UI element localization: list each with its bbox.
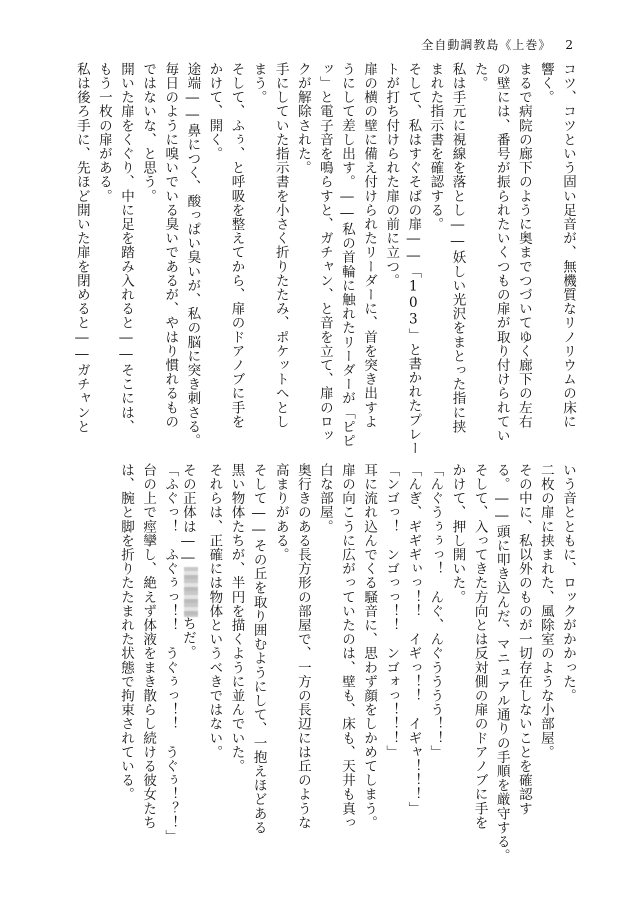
text-column: 私は手元に視線を落とし――妖しい光沢をまとった指に挟 [449,62,466,434]
text-column: 高まりがある。 [272,463,289,562]
text-column: かけて、押し開いた。 [449,463,466,604]
text-column: 「ンゴっ！ ンゴっっ！！ ンゴォっ！！！」 [383,463,400,760]
text-column: そして、入ってきた方向とは反対側の扉のドアノブに手を [471,463,488,830]
text-column: トが打ち付けられた扉の前に立つ。 [383,62,400,288]
text-column: 開いた扉をくぐり、中に足を踏み入れると――そこには、 [118,62,134,434]
text-column: 「んぐうぅぅっ！ んぐ、んぐうううう！！」 [427,463,444,760]
text-column: その正体は――ちだ。 [180,463,198,848]
text-column: 途端――鼻につく、酸っぱい臭いが、私の脳に突き刺さる。 [184,62,201,448]
text-column: 手にしていた指示書を小さく折りたたみ、ポケットへとし [272,62,289,429]
text-column: 私は後ろ手に、先ほど開いた扉を閉めると――ガチャンと [73,62,90,434]
text-column: いう音とともに、ロックがかかった。 [560,463,576,703]
text-column: 「んぎ、ギギギぃっ！！ イギっ！！ イギャ！！！」 [405,463,422,816]
text-column: その中に、私以外のものが一切存在しないことを確認す [515,463,532,816]
text-column: それらは、正確には物体というべきではない。 [206,463,223,760]
text-column: 扉の向こうに広がっていたのは、壁も、床も、天井も真っ [339,463,355,830]
censored-block [184,567,198,617]
text-column: うにして差し出す。――私の首輪に触れたリーダーが「ピピ [339,62,355,448]
text-column: は、腕と脚を折りたたまれた状態で拘束されている。 [118,463,134,802]
text-column: 奥行きのある長方形の部屋で、一方の長辺には丘のような [294,463,311,830]
book-title: 全自動調教島《上巻》 [421,38,552,52]
text-column: コツ、コツという固い足音が、無機質なリノリウムの床に [560,62,576,429]
text-column: る。――頭に叩き込んだ、マニュアル通りの手順を厳守する。 [493,463,510,863]
text-column: もう一枚の扉がある。 [95,62,112,203]
text-column: 白な部屋。 [316,463,333,534]
text-column: クが解除された。 [294,62,311,175]
text-column: 「ふぐっ！ ふぐぅっ！！ うぐぅっ！！ うぐぅ！？！」 [162,463,179,844]
text-column: 耳に流れ込んでくる騒音に、思わず顔をしかめてしまう。 [361,463,378,830]
text-column: まるで病院の廊下のように奥までつづいてゆく廊下の左右 [515,62,532,429]
page-number: 2 [565,38,574,52]
page-header [421,36,574,53]
text-column: ではないな、と思う。 [140,62,157,203]
text-column: 扉の横の壁に備え付けられたリーダーに、首を突き出すよ [361,62,378,429]
text-column: そして――その丘を取り囲むようにして、一抱えほどある [250,463,267,835]
text-column: 二枚の扉に挟まれた、風除室のような小部屋。 [537,463,554,760]
text-column: まう。 [250,62,267,105]
bottom-text-block [0,463,636,863]
text-column: そして、ふぅ、と呼吸を整えてから、扉のドアノブに手を [228,62,245,429]
censored-suffix: ちだ。 [179,616,196,660]
text-column: ッ」と電子音を鳴らすと、ガチャン、と音を立て、扉のロッ [316,62,333,443]
top-text-block [0,62,636,456]
text-column: 黒い物体たちが、半円を描くように並んでいた。 [228,463,245,774]
text-column: 台の上で痙攣し、絶えず体液をまき散らし続ける彼女たち [140,463,157,830]
text-column: の壁には、番号が振られたいくつもの扉が取り付けられてい [493,62,510,443]
text-column: かけて、開く。 [206,62,223,161]
text-column: そして、私はすぐそばの扉――「103」と書かれたプレー [405,62,422,456]
text-column: 毎日のように嗅いでいる臭いであるが、やはり慣れるもの [162,62,179,429]
text-column: 響く。 [537,62,554,105]
text-column: まれた指示書を確認する。 [427,62,444,232]
text-column: た。 [471,62,488,91]
